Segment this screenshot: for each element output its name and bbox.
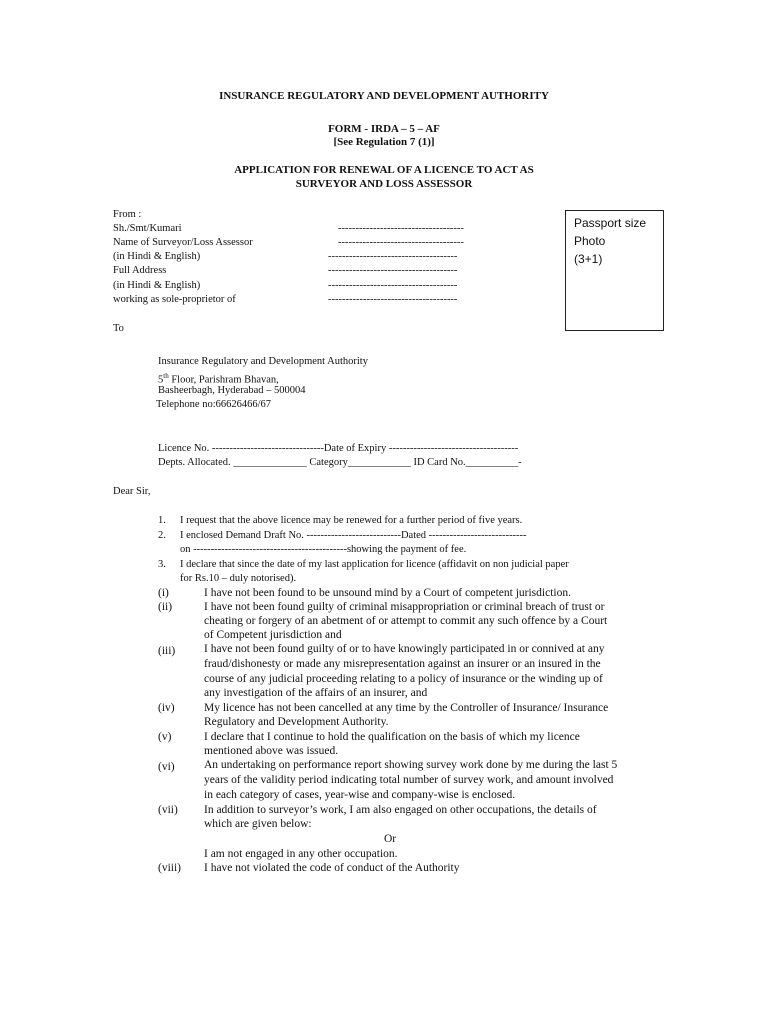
field-blank-surveyor-name[interactable]: ------------------------------------ xyxy=(338,237,464,248)
or-separator: Or xyxy=(384,833,397,845)
declaration-text: I have not been found guilty of criminal misappropriation or criminal breach of trust or xyxy=(204,601,605,613)
item-number: 2. xyxy=(158,530,166,541)
to-label: To xyxy=(113,323,124,334)
declaration-text: mentioned above was issued. xyxy=(204,745,339,757)
declaration-text: in each category of cases, year-wise and company-wise is enclosed. xyxy=(204,789,516,801)
from-label: From : xyxy=(113,209,142,220)
form-number: FORM - IRDA – 5 – AF xyxy=(328,123,440,135)
photo-label-line-3: (3+1) xyxy=(574,252,603,266)
item-text[interactable]: on --------------------------------------------showing the payment of fee. xyxy=(180,544,467,555)
item-text: I request that the above licence may be renewed for a further period of five years. xyxy=(180,515,523,526)
declaration-text: fraud/dishonesty or made any misrepresentation against an insurer or an insured in the xyxy=(204,658,601,670)
field-blank-hindi-english-1[interactable]: ------------------------------------- xyxy=(328,251,458,262)
field-blank-name-title[interactable]: ------------------------------------ xyxy=(338,223,464,234)
field-blank-full-address[interactable]: ------------------------------------- xyxy=(328,265,458,276)
declaration-text: I have not been found to be unsound mind by a Court of competent jurisdiction. xyxy=(204,587,571,599)
photo-label-line-1: Passport size xyxy=(574,216,647,230)
field-label-full-address: Full Address xyxy=(113,265,167,276)
floor-superscript: th xyxy=(163,372,169,380)
declaration-text: cheating or forgery of an abetment of or attempt to commit any such offence by a Court xyxy=(204,615,608,627)
declaration-text: I declare that I continue to hold the qualification on the basis of which my licence xyxy=(204,731,580,743)
floor-rest: Floor, Parishram Bhavan, xyxy=(168,374,279,386)
declaration-number: (vi) xyxy=(158,761,175,773)
department-category-line[interactable]: Depts. Allocated. ______________ Category____________ ID Card No.__________- xyxy=(158,457,522,468)
field-blank-hindi-english-2[interactable]: ------------------------------------- xyxy=(328,280,458,291)
declaration-text: An undertaking on performance report showing survey work done by me during the last 5 xyxy=(204,759,618,771)
field-blank-sole-proprietor[interactable]: ------------------------------------- xyxy=(328,294,458,305)
item-text[interactable]: I enclosed Demand Draft No. ---------------------------Dated ---------------------------- xyxy=(180,530,527,541)
declaration-text: Regulatory and Development Authority. xyxy=(204,716,389,728)
form-title-line-1: APPLICATION FOR RENEWAL OF A LICENCE TO ACT AS xyxy=(234,164,534,176)
telephone-line: Telephone no:66626466/67 xyxy=(156,399,272,410)
field-label-surveyor-name: Name of Surveyor/Loss Assessor xyxy=(113,237,253,248)
declaration-number: (iv) xyxy=(158,702,175,714)
declaration-number: (v) xyxy=(158,731,172,743)
address-line-3: Basheerbagh, Hyderabad – 500004 xyxy=(158,385,306,396)
regulation-reference: [See Regulation 7 (1)] xyxy=(333,136,435,148)
floor-number: 5 xyxy=(158,374,164,386)
declaration-text: any investigation of the affairs of an insurer, and xyxy=(204,687,428,699)
address-line-1: Insurance Regulatory and Development Authority xyxy=(158,356,368,367)
organization-heading: INSURANCE REGULATORY AND DEVELOPMENT AUTHORITY xyxy=(219,90,549,102)
declaration-text: I am not engaged in any other occupation. xyxy=(204,848,398,860)
declaration-number: (viii) xyxy=(158,862,181,874)
field-label-hindi-english-1: (in Hindi & English) xyxy=(113,251,201,262)
item-number: 3. xyxy=(158,559,166,570)
passport-photo-box xyxy=(565,210,664,331)
field-label-sole-proprietor: working as sole-proprietor of xyxy=(113,294,236,305)
declaration-number: (iii) xyxy=(158,645,176,657)
licence-number-line[interactable]: Licence No. --------------------------------Date of Expiry ------------------------------------- xyxy=(158,443,519,454)
declaration-text: of Competent jurisdiction and xyxy=(204,629,342,641)
declaration-text: years of the validity period indicating total number of survey work, and amount involved xyxy=(204,774,614,786)
declaration-number: (ii) xyxy=(158,601,173,613)
declaration-text: I have not been found guilty of or to have knowingly participated in or connived at any xyxy=(204,643,605,655)
item-text: for Rs.10 – duly notorised). xyxy=(180,573,297,584)
field-label-hindi-english-2: (in Hindi & English) xyxy=(113,280,201,291)
declaration-number: (vii) xyxy=(158,804,178,816)
declaration-text: I have not violated the code of conduct of the Authority xyxy=(204,862,460,874)
declaration-text: which are given below: xyxy=(204,818,312,830)
declaration-text: In addition to surveyor’s work, I am also engaged on other occupations, the details of xyxy=(204,804,597,816)
form-title-line-2: SURVEYOR AND LOSS ASSESSOR xyxy=(295,178,473,190)
field-label-name-title: Sh./Smt/Kumari xyxy=(113,223,182,234)
declaration-text: course of any judicial proceeding relating to a policy of insurance or the winding up of xyxy=(204,673,603,685)
salutation: Dear Sir, xyxy=(113,486,151,497)
photo-label-line-2: Photo xyxy=(574,234,606,248)
item-text: I declare that since the date of my last application for licence (affidavit on non judicial paper xyxy=(180,559,569,570)
declaration-number: (i) xyxy=(158,587,169,599)
item-number: 1. xyxy=(158,515,166,526)
declaration-text: My licence has not been cancelled at any time by the Controller of Insurance/ Insurance xyxy=(204,702,609,714)
